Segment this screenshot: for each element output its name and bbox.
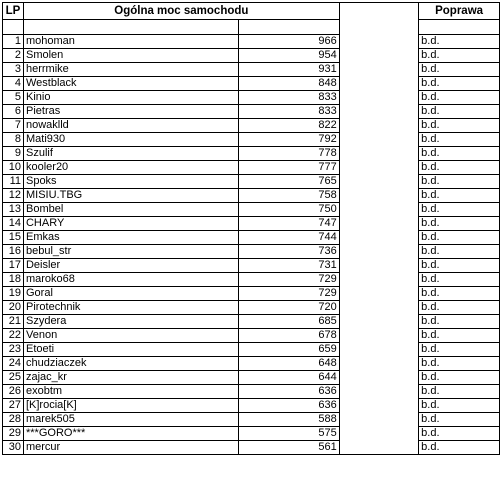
fix-cell[interactable]: b.d. xyxy=(419,119,500,133)
table-row xyxy=(3,399,500,413)
table-row xyxy=(3,427,500,441)
rank-cell[interactable]: 22 xyxy=(3,329,24,343)
fix-cell[interactable]: b.d. xyxy=(419,259,500,273)
power-header[interactable]: Ogólna moc samochodu xyxy=(23,3,339,20)
name-cell[interactable]: ***GORO*** xyxy=(23,427,238,441)
rank-cell[interactable]: 10 xyxy=(3,161,24,175)
rank-cell[interactable]: 4 xyxy=(3,77,24,91)
table-row xyxy=(3,91,500,105)
fix-cell[interactable]: b.d. xyxy=(419,385,500,399)
fix-cell[interactable]: b.d. xyxy=(419,287,500,301)
rank-cell[interactable]: 19 xyxy=(3,287,24,301)
table-row xyxy=(3,175,500,189)
fix-cell[interactable]: b.d. xyxy=(419,231,500,245)
fix-cell[interactable]: b.d. xyxy=(419,315,500,329)
lp-header[interactable]: LP xyxy=(3,3,24,20)
value-cell[interactable]: 636 xyxy=(239,385,340,399)
rank-cell[interactable]: 29 xyxy=(3,427,24,441)
name-cell[interactable]: exobtm xyxy=(23,385,238,399)
name-cell[interactable]: herrmike xyxy=(23,63,238,77)
fix-cell[interactable]: b.d. xyxy=(419,161,500,175)
blank-row xyxy=(3,20,500,35)
rank-cell[interactable]: 24 xyxy=(3,357,24,371)
name-cell[interactable]: Deisler xyxy=(23,259,238,273)
table-row xyxy=(3,189,500,203)
value-cell[interactable]: 588 xyxy=(239,413,340,427)
name-cell[interactable]: zajac_kr xyxy=(23,371,238,385)
table-row xyxy=(3,63,500,77)
value-cell[interactable]: 636 xyxy=(239,399,340,413)
value-cell[interactable]: 561 xyxy=(239,441,340,455)
name-cell[interactable]: MISIU.TBG xyxy=(23,189,238,203)
rank-cell[interactable]: 6 xyxy=(3,105,24,119)
rank-cell[interactable]: 28 xyxy=(3,413,24,427)
fix-cell[interactable]: b.d. xyxy=(419,77,500,91)
value-cell[interactable]: 778 xyxy=(239,147,340,161)
value-cell[interactable]: 659 xyxy=(239,343,340,357)
fix-cell[interactable]: b.d. xyxy=(419,399,500,413)
fix-cell[interactable]: b.d. xyxy=(419,329,500,343)
name-cell[interactable]: Pirotechnik xyxy=(23,301,238,315)
rank-cell[interactable]: 21 xyxy=(3,315,24,329)
name-cell[interactable]: marek505 xyxy=(23,413,238,427)
value-cell[interactable]: 729 xyxy=(239,273,340,287)
rank-cell[interactable]: 12 xyxy=(3,189,24,203)
fix-cell[interactable]: b.d. xyxy=(419,35,500,49)
value-cell[interactable]: 575 xyxy=(239,427,340,441)
table-row xyxy=(3,35,500,49)
blank-cell[interactable] xyxy=(239,20,340,35)
name-cell[interactable]: Spoks xyxy=(23,175,238,189)
fix-cell[interactable]: b.d. xyxy=(419,91,500,105)
rank-cell[interactable]: 14 xyxy=(3,217,24,231)
name-cell[interactable]: kooler20 xyxy=(23,161,238,175)
fix-cell[interactable]: b.d. xyxy=(419,441,500,455)
table-row xyxy=(3,385,500,399)
table-row xyxy=(3,231,500,245)
value-cell[interactable]: 931 xyxy=(239,63,340,77)
name-cell[interactable]: Emkas xyxy=(23,231,238,245)
fix-cell[interactable]: b.d. xyxy=(419,105,500,119)
name-cell[interactable]: mohoman xyxy=(23,35,238,49)
name-cell[interactable]: Kinio xyxy=(23,91,238,105)
value-cell[interactable]: 747 xyxy=(239,217,340,231)
rank-cell[interactable]: 18 xyxy=(3,273,24,287)
value-cell[interactable]: 720 xyxy=(239,301,340,315)
table-row xyxy=(3,315,500,329)
rank-cell[interactable]: 26 xyxy=(3,385,24,399)
name-cell[interactable]: chudziaczek xyxy=(23,357,238,371)
table-row xyxy=(3,147,500,161)
name-cell[interactable]: Venon xyxy=(23,329,238,343)
fix-cell[interactable]: b.d. xyxy=(419,49,500,63)
table-row xyxy=(3,49,500,63)
table-row xyxy=(3,259,500,273)
value-cell[interactable]: 966 xyxy=(239,35,340,49)
fix-cell[interactable]: b.d. xyxy=(419,427,500,441)
rank-cell[interactable]: 20 xyxy=(3,301,24,315)
rank-cell[interactable]: 16 xyxy=(3,245,24,259)
value-cell[interactable]: 765 xyxy=(239,175,340,189)
table-row xyxy=(3,357,500,371)
value-cell[interactable]: 685 xyxy=(239,315,340,329)
empty-gap-column[interactable] xyxy=(339,3,418,455)
fix-cell[interactable]: b.d. xyxy=(419,189,500,203)
table-row xyxy=(3,77,500,91)
value-cell[interactable]: 833 xyxy=(239,91,340,105)
fix-cell[interactable]: b.d. xyxy=(419,217,500,231)
table-row xyxy=(3,203,500,217)
rank-cell[interactable]: 3 xyxy=(3,63,24,77)
fix-cell[interactable]: b.d. xyxy=(419,371,500,385)
table-row xyxy=(3,161,500,175)
value-cell[interactable]: 833 xyxy=(239,105,340,119)
ranking-table-body xyxy=(3,3,500,455)
value-cell[interactable]: 731 xyxy=(239,259,340,273)
blank-cell[interactable] xyxy=(23,20,238,35)
rank-cell[interactable]: 15 xyxy=(3,231,24,245)
table-row xyxy=(3,301,500,315)
rank-cell[interactable]: 5 xyxy=(3,91,24,105)
fix-cell[interactable]: b.d. xyxy=(419,357,500,371)
value-cell[interactable]: 792 xyxy=(239,133,340,147)
table-row xyxy=(3,441,500,455)
header-row xyxy=(3,3,500,20)
rank-cell[interactable]: 17 xyxy=(3,259,24,273)
fix-cell[interactable]: b.d. xyxy=(419,147,500,161)
name-cell[interactable]: Westblack xyxy=(23,77,238,91)
name-cell[interactable]: Goral xyxy=(23,287,238,301)
rank-cell[interactable]: 11 xyxy=(3,175,24,189)
rank-cell[interactable]: 2 xyxy=(3,49,24,63)
fix-cell[interactable]: b.d. xyxy=(419,343,500,357)
rank-cell[interactable]: 7 xyxy=(3,119,24,133)
value-cell[interactable]: 822 xyxy=(239,119,340,133)
fix-header[interactable]: Poprawa xyxy=(419,3,500,20)
name-cell[interactable]: Szulif xyxy=(23,147,238,161)
table-row xyxy=(3,217,500,231)
rank-cell[interactable]: 9 xyxy=(3,147,24,161)
rank-cell[interactable]: 23 xyxy=(3,343,24,357)
value-cell[interactable]: 750 xyxy=(239,203,340,217)
table-row xyxy=(3,287,500,301)
fix-cell[interactable]: b.d. xyxy=(419,133,500,147)
value-cell[interactable]: 644 xyxy=(239,371,340,385)
name-cell[interactable]: Mati930 xyxy=(23,133,238,147)
name-cell[interactable]: Szydera xyxy=(23,315,238,329)
name-cell[interactable]: Pietras xyxy=(23,105,238,119)
blank-cell[interactable] xyxy=(3,20,24,35)
value-cell[interactable]: 736 xyxy=(239,245,340,259)
fix-cell[interactable]: b.d. xyxy=(419,301,500,315)
name-cell[interactable]: CHARY xyxy=(23,217,238,231)
fix-cell[interactable]: b.d. xyxy=(419,273,500,287)
table-row xyxy=(3,273,500,287)
rank-cell[interactable]: 8 xyxy=(3,133,24,147)
ranking-table xyxy=(2,2,500,455)
value-cell[interactable]: 744 xyxy=(239,231,340,245)
table-row xyxy=(3,413,500,427)
name-cell[interactable]: nowaklld xyxy=(23,119,238,133)
table-row xyxy=(3,343,500,357)
name-cell[interactable]: mercur xyxy=(23,441,238,455)
fix-cell[interactable]: b.d. xyxy=(419,203,500,217)
value-cell[interactable]: 777 xyxy=(239,161,340,175)
table-row xyxy=(3,119,500,133)
rank-cell[interactable]: 30 xyxy=(3,441,24,455)
fix-cell[interactable]: b.d. xyxy=(419,175,500,189)
value-cell[interactable]: 954 xyxy=(239,49,340,63)
table-row xyxy=(3,133,500,147)
fix-cell[interactable]: b.d. xyxy=(419,413,500,427)
name-cell[interactable]: Etoeti xyxy=(23,343,238,357)
value-cell[interactable]: 648 xyxy=(239,357,340,371)
fix-cell[interactable]: b.d. xyxy=(419,63,500,77)
name-cell[interactable]: Bombel xyxy=(23,203,238,217)
value-cell[interactable]: 758 xyxy=(239,189,340,203)
value-cell[interactable]: 848 xyxy=(239,77,340,91)
fix-cell[interactable]: b.d. xyxy=(419,245,500,259)
table-row xyxy=(3,245,500,259)
value-cell[interactable]: 729 xyxy=(239,287,340,301)
table-row xyxy=(3,105,500,119)
value-cell[interactable]: 678 xyxy=(239,329,340,343)
name-cell[interactable]: Smolen xyxy=(23,49,238,63)
rank-cell[interactable]: 25 xyxy=(3,371,24,385)
name-cell[interactable]: [K]rocia[K] xyxy=(23,399,238,413)
table-row xyxy=(3,371,500,385)
rank-cell[interactable]: 1 xyxy=(3,35,24,49)
name-cell[interactable]: maroko68 xyxy=(23,273,238,287)
name-cell[interactable]: bebul_str xyxy=(23,245,238,259)
rank-cell[interactable]: 13 xyxy=(3,203,24,217)
rank-cell[interactable]: 27 xyxy=(3,399,24,413)
blank-cell[interactable] xyxy=(419,20,500,35)
table-row xyxy=(3,329,500,343)
